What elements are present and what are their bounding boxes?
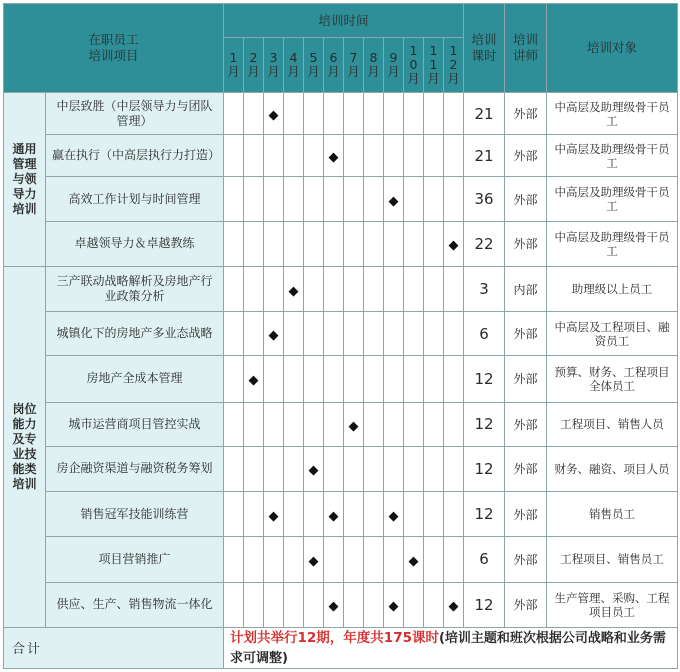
month-cell-1 xyxy=(224,221,244,266)
month-cell-1 xyxy=(224,356,244,402)
month-cell-9 xyxy=(384,402,404,446)
schedule-marker-icon: ◆ xyxy=(388,193,399,209)
training-hours: 6 xyxy=(464,537,505,582)
month-cell-3 xyxy=(264,312,284,356)
schedule-marker-icon: ◆ xyxy=(268,108,279,124)
header-hours-line2: 课时 xyxy=(471,48,497,63)
table-row xyxy=(4,492,678,537)
month-cell-8 xyxy=(364,135,384,177)
month-cell-3 xyxy=(264,446,284,491)
training-lecturer: 外部 xyxy=(505,312,547,356)
project-name: 赢在执行（中高层执行力打造） xyxy=(46,135,224,177)
month-cell-8 xyxy=(364,402,384,446)
schedule-marker-icon: ◆ xyxy=(308,463,319,479)
category-label-line: 导力 xyxy=(12,186,37,201)
month-cell-5 xyxy=(304,135,324,177)
month-cell-1 xyxy=(224,537,244,582)
month-cell-6 xyxy=(324,177,344,221)
month-header-char: 1 xyxy=(409,43,418,58)
training-target: 中高层及助理级骨干员工 xyxy=(547,93,678,135)
month-header-3 xyxy=(264,38,284,93)
month-header-char: 月 xyxy=(387,64,400,79)
month-cell-9 xyxy=(384,177,404,221)
month-header-char: 7 xyxy=(349,50,358,65)
month-cell-6 xyxy=(324,492,344,537)
schedule-marker-icon: ◆ xyxy=(268,328,279,344)
month-cell-2 xyxy=(244,221,264,266)
month-cell-1 xyxy=(224,492,244,537)
schedule-marker-icon: ◆ xyxy=(408,553,419,569)
category-label-line: 及专 xyxy=(12,431,37,446)
month-cell-5 xyxy=(304,93,324,135)
month-cell-11 xyxy=(424,492,444,537)
month-cell-10 xyxy=(404,177,424,221)
schedule-marker-icon: ◆ xyxy=(248,373,259,389)
month-cell-12 xyxy=(444,537,464,582)
category-label-line: 岗位 xyxy=(12,401,37,416)
total-label: 合计 xyxy=(4,627,224,668)
month-cell-4 xyxy=(284,312,304,356)
category-label-line: 培训 xyxy=(12,476,37,491)
month-cell-6 xyxy=(324,93,344,135)
header-lecturer xyxy=(505,4,547,93)
month-cell-1 xyxy=(224,402,244,446)
project-name: 项目营销推广 xyxy=(46,537,224,582)
header-lecturer-line2: 讲师 xyxy=(513,48,539,63)
total-row xyxy=(4,627,678,668)
month-header-char: 0 xyxy=(409,57,418,72)
training-hours: 12 xyxy=(464,402,505,446)
category-cell xyxy=(4,266,46,627)
month-cell-8 xyxy=(364,446,384,491)
month-cell-7 xyxy=(344,582,364,627)
project-name: 中层致胜（中层领导力与团队管理） xyxy=(46,93,224,135)
table-row xyxy=(4,402,678,446)
table-row xyxy=(4,582,678,627)
month-header-char: 2 xyxy=(449,57,458,72)
month-cell-7 xyxy=(344,492,364,537)
table-row xyxy=(4,93,678,135)
month-cell-12 xyxy=(444,582,464,627)
month-cell-5 xyxy=(304,221,324,266)
schedule-marker-icon: ◆ xyxy=(328,508,339,524)
month-cell-1 xyxy=(224,93,244,135)
month-cell-1 xyxy=(224,312,244,356)
month-cell-7 xyxy=(344,177,364,221)
month-cell-11 xyxy=(424,402,444,446)
month-header-2 xyxy=(244,38,264,93)
project-name: 房企融资渠道与融资税务筹划 xyxy=(46,446,224,491)
month-cell-5 xyxy=(304,582,324,627)
month-header-char: 月 xyxy=(227,64,240,79)
month-cell-12 xyxy=(444,93,464,135)
month-cell-2 xyxy=(244,356,264,402)
month-cell-12 xyxy=(444,135,464,177)
table-row xyxy=(4,312,678,356)
month-header-char: 2 xyxy=(249,50,258,65)
month-cell-12 xyxy=(444,312,464,356)
month-header-char: 6 xyxy=(329,50,338,65)
month-cell-4 xyxy=(284,177,304,221)
month-cell-9 xyxy=(384,446,404,491)
header-hours-line1: 培训 xyxy=(471,32,497,47)
month-cell-4 xyxy=(284,446,304,491)
month-cell-6 xyxy=(324,356,344,402)
month-cell-8 xyxy=(364,582,384,627)
month-header-char: 9 xyxy=(389,50,398,65)
training-lecturer: 外部 xyxy=(505,446,547,491)
training-lecturer: 外部 xyxy=(505,93,547,135)
training-hours: 12 xyxy=(464,446,505,491)
month-cell-4 xyxy=(284,135,304,177)
month-cell-3 xyxy=(264,537,284,582)
month-header-5 xyxy=(304,38,324,93)
month-cell-1 xyxy=(224,582,244,627)
month-cell-9 xyxy=(384,582,404,627)
training-target: 销售员工 xyxy=(547,492,678,537)
training-lecturer: 外部 xyxy=(505,356,547,402)
project-name: 房地产全成本管理 xyxy=(46,356,224,402)
month-cell-8 xyxy=(364,492,384,537)
month-header-char: 月 xyxy=(267,64,280,79)
training-lecturer: 外部 xyxy=(505,135,547,177)
training-lecturer: 外部 xyxy=(505,582,547,627)
training-target: 生产管理、采购、工程项目员工 xyxy=(547,582,678,627)
month-cell-9 xyxy=(384,312,404,356)
total-summary-highlight: 计划共举行12期，年度共175课时 xyxy=(230,629,439,646)
month-cell-11 xyxy=(424,582,444,627)
month-cell-5 xyxy=(304,537,324,582)
schedule-marker-icon: ◆ xyxy=(348,418,359,434)
table-row xyxy=(4,446,678,491)
project-name: 高效工作计划与时间管理 xyxy=(46,177,224,221)
training-plan-table xyxy=(3,3,678,669)
month-cell-2 xyxy=(244,135,264,177)
month-cell-12 xyxy=(444,492,464,537)
schedule-marker-icon: ◆ xyxy=(308,553,319,569)
month-cell-5 xyxy=(304,177,324,221)
month-cell-2 xyxy=(244,402,264,446)
month-cell-7 xyxy=(344,312,364,356)
month-cell-6 xyxy=(324,582,344,627)
month-cell-3 xyxy=(264,135,284,177)
month-cell-5 xyxy=(304,356,324,402)
month-header-char: 1 xyxy=(429,57,438,72)
month-cell-9 xyxy=(384,537,404,582)
month-cell-7 xyxy=(344,266,364,311)
month-cell-4 xyxy=(284,402,304,446)
header-training-time: 培训时间 xyxy=(224,4,464,38)
month-cell-7 xyxy=(344,93,364,135)
training-hours: 21 xyxy=(464,135,505,177)
training-lecturer: 外部 xyxy=(505,221,547,266)
month-header-char: 月 xyxy=(407,71,420,86)
month-header-char: 月 xyxy=(307,64,320,79)
month-cell-3 xyxy=(264,93,284,135)
month-cell-8 xyxy=(364,356,384,402)
month-cell-10 xyxy=(404,537,424,582)
category-label-line: 业技 xyxy=(12,446,37,461)
month-header-char: 月 xyxy=(447,71,460,86)
training-hours: 12 xyxy=(464,356,505,402)
category-cell xyxy=(4,93,46,267)
header-project xyxy=(4,4,224,93)
header-lecturer-line1: 培训 xyxy=(513,32,539,47)
month-cell-7 xyxy=(344,356,364,402)
month-header-char: 月 xyxy=(427,71,440,86)
month-cell-1 xyxy=(224,135,244,177)
header-project-line2: 培训项目 xyxy=(88,48,139,63)
category-label-line: 能类 xyxy=(12,461,37,476)
training-hours: 22 xyxy=(464,221,505,266)
month-cell-6 xyxy=(324,135,344,177)
month-cell-11 xyxy=(424,266,444,311)
project-name: 供应、生产、销售物流一体化 xyxy=(46,582,224,627)
training-hours: 12 xyxy=(464,492,505,537)
month-cell-10 xyxy=(404,312,424,356)
month-cell-5 xyxy=(304,266,324,311)
month-cell-4 xyxy=(284,582,304,627)
month-cell-4 xyxy=(284,537,304,582)
month-header-char: 1 xyxy=(429,43,438,58)
month-header-char: 3 xyxy=(269,50,278,65)
month-cell-3 xyxy=(264,402,284,446)
month-cell-6 xyxy=(324,537,344,582)
month-header-4 xyxy=(284,38,304,93)
training-target: 助理级以上员工 xyxy=(547,266,678,311)
month-cell-10 xyxy=(404,135,424,177)
training-target: 中高层及助理级骨干员工 xyxy=(547,177,678,221)
month-header-char: 1 xyxy=(449,43,458,58)
training-lecturer: 外部 xyxy=(505,177,547,221)
schedule-marker-icon: ◆ xyxy=(288,283,299,299)
month-cell-8 xyxy=(364,177,384,221)
month-cell-5 xyxy=(304,446,324,491)
training-target: 中高层及工程项目、融资员工 xyxy=(547,312,678,356)
month-cell-3 xyxy=(264,582,284,627)
month-header-11 xyxy=(424,38,444,93)
training-target: 中高层及助理级骨干员工 xyxy=(547,135,678,177)
schedule-marker-icon: ◆ xyxy=(328,599,339,615)
month-cell-7 xyxy=(344,402,364,446)
month-header-8 xyxy=(364,38,384,93)
month-cell-2 xyxy=(244,312,264,356)
month-cell-6 xyxy=(324,221,344,266)
month-header-char: 月 xyxy=(287,64,300,79)
category-label-line: 培训 xyxy=(12,201,37,216)
table-row xyxy=(4,537,678,582)
schedule-marker-icon: ◆ xyxy=(328,150,339,166)
month-cell-11 xyxy=(424,312,444,356)
category-label-line: 管理 xyxy=(12,156,37,171)
month-cell-5 xyxy=(304,402,324,446)
month-cell-9 xyxy=(384,221,404,266)
project-name: 销售冠军技能训练营 xyxy=(46,492,224,537)
month-cell-12 xyxy=(444,446,464,491)
month-cell-11 xyxy=(424,537,444,582)
month-cell-8 xyxy=(364,537,384,582)
month-header-char: 月 xyxy=(347,64,360,79)
month-cell-2 xyxy=(244,93,264,135)
month-cell-12 xyxy=(444,402,464,446)
training-target: 预算、财务、工程项目全体员工 xyxy=(547,356,678,402)
training-hours: 36 xyxy=(464,177,505,221)
project-name: 城市运营商项目管控实战 xyxy=(46,402,224,446)
month-cell-5 xyxy=(304,492,324,537)
month-cell-3 xyxy=(264,177,284,221)
month-cell-12 xyxy=(444,177,464,221)
total-summary-note: (培训主题和班次根据公司战略和业务需求可调整) xyxy=(230,630,666,666)
month-cell-2 xyxy=(244,266,264,311)
month-cell-10 xyxy=(404,492,424,537)
table-row xyxy=(4,177,678,221)
month-cell-3 xyxy=(264,492,284,537)
training-hours: 21 xyxy=(464,93,505,135)
month-cell-7 xyxy=(344,446,364,491)
month-cell-10 xyxy=(404,93,424,135)
month-cell-12 xyxy=(444,356,464,402)
month-cell-10 xyxy=(404,266,424,311)
schedule-marker-icon: ◆ xyxy=(388,508,399,524)
month-header-char: 4 xyxy=(289,50,298,65)
schedule-marker-icon: ◆ xyxy=(388,599,399,615)
month-cell-9 xyxy=(384,356,404,402)
month-header-char: 5 xyxy=(309,50,318,65)
month-header-9 xyxy=(384,38,404,93)
month-cell-2 xyxy=(244,582,264,627)
training-target: 工程项目、销售员工 xyxy=(547,537,678,582)
month-header-char: 月 xyxy=(327,64,340,79)
month-cell-11 xyxy=(424,356,444,402)
training-hours: 6 xyxy=(464,312,505,356)
month-cell-10 xyxy=(404,402,424,446)
schedule-marker-icon: ◆ xyxy=(268,508,279,524)
month-cell-3 xyxy=(264,266,284,311)
header-project-line1: 在职员工 xyxy=(88,32,139,47)
month-cell-3 xyxy=(264,356,284,402)
month-cell-10 xyxy=(404,221,424,266)
month-header-6 xyxy=(324,38,344,93)
month-cell-8 xyxy=(364,312,384,356)
training-lecturer: 外部 xyxy=(505,537,547,582)
month-header-12 xyxy=(444,38,464,93)
training-hours: 12 xyxy=(464,582,505,627)
month-header-char: 1 xyxy=(229,50,238,65)
month-cell-2 xyxy=(244,177,264,221)
month-cell-10 xyxy=(404,582,424,627)
month-cell-4 xyxy=(284,93,304,135)
month-cell-9 xyxy=(384,492,404,537)
month-cell-2 xyxy=(244,537,264,582)
category-label-line: 能力 xyxy=(12,416,37,431)
header-hours xyxy=(464,4,505,93)
month-cell-5 xyxy=(304,312,324,356)
month-cell-2 xyxy=(244,446,264,491)
month-cell-8 xyxy=(364,93,384,135)
schedule-marker-icon: ◆ xyxy=(448,599,459,615)
month-cell-6 xyxy=(324,266,344,311)
month-cell-8 xyxy=(364,266,384,311)
month-cell-9 xyxy=(384,93,404,135)
month-cell-1 xyxy=(224,266,244,311)
month-cell-7 xyxy=(344,135,364,177)
month-cell-10 xyxy=(404,356,424,402)
training-target: 工程项目、销售人员 xyxy=(547,402,678,446)
project-name: 城镇化下的房地产多业态战略 xyxy=(46,312,224,356)
month-header-char: 月 xyxy=(247,64,260,79)
month-cell-4 xyxy=(284,221,304,266)
project-name: 三产联动战略解析及房地产行业政策分析 xyxy=(46,266,224,311)
project-name: 卓越领导力＆卓越教练 xyxy=(46,221,224,266)
month-cell-11 xyxy=(424,221,444,266)
month-cell-7 xyxy=(344,537,364,582)
training-target: 中高层及助理级骨干员工 xyxy=(547,221,678,266)
month-cell-9 xyxy=(384,135,404,177)
category-label-line: 与领 xyxy=(12,171,37,186)
month-cell-4 xyxy=(284,492,304,537)
month-header-char: 8 xyxy=(369,50,378,65)
table-row xyxy=(4,356,678,402)
training-lecturer: 内部 xyxy=(505,266,547,311)
month-cell-6 xyxy=(324,446,344,491)
training-lecturer: 外部 xyxy=(505,402,547,446)
month-cell-3 xyxy=(264,221,284,266)
month-cell-10 xyxy=(404,446,424,491)
month-header-10 xyxy=(404,38,424,93)
month-cell-9 xyxy=(384,266,404,311)
training-hours: 3 xyxy=(464,266,505,311)
month-cell-2 xyxy=(244,492,264,537)
training-target: 财务、融资、项目人员 xyxy=(547,446,678,491)
training-lecturer: 外部 xyxy=(505,492,547,537)
month-cell-4 xyxy=(284,356,304,402)
month-header-1 xyxy=(224,38,244,93)
schedule-marker-icon: ◆ xyxy=(448,238,459,254)
month-cell-12 xyxy=(444,266,464,311)
month-cell-6 xyxy=(324,402,344,446)
month-cell-6 xyxy=(324,312,344,356)
total-summary xyxy=(224,627,678,668)
month-cell-12 xyxy=(444,221,464,266)
month-cell-11 xyxy=(424,135,444,177)
month-cell-1 xyxy=(224,177,244,221)
month-cell-8 xyxy=(364,221,384,266)
month-cell-11 xyxy=(424,446,444,491)
month-header-7 xyxy=(344,38,364,93)
month-cell-11 xyxy=(424,177,444,221)
month-cell-7 xyxy=(344,221,364,266)
month-cell-11 xyxy=(424,93,444,135)
month-cell-1 xyxy=(224,446,244,491)
table-row xyxy=(4,135,678,177)
table-row xyxy=(4,266,678,311)
header-target: 培训对象 xyxy=(547,4,678,93)
category-label-line: 通用 xyxy=(12,141,37,156)
table-row xyxy=(4,221,678,266)
month-cell-4 xyxy=(284,266,304,311)
month-header-char: 月 xyxy=(367,64,380,79)
